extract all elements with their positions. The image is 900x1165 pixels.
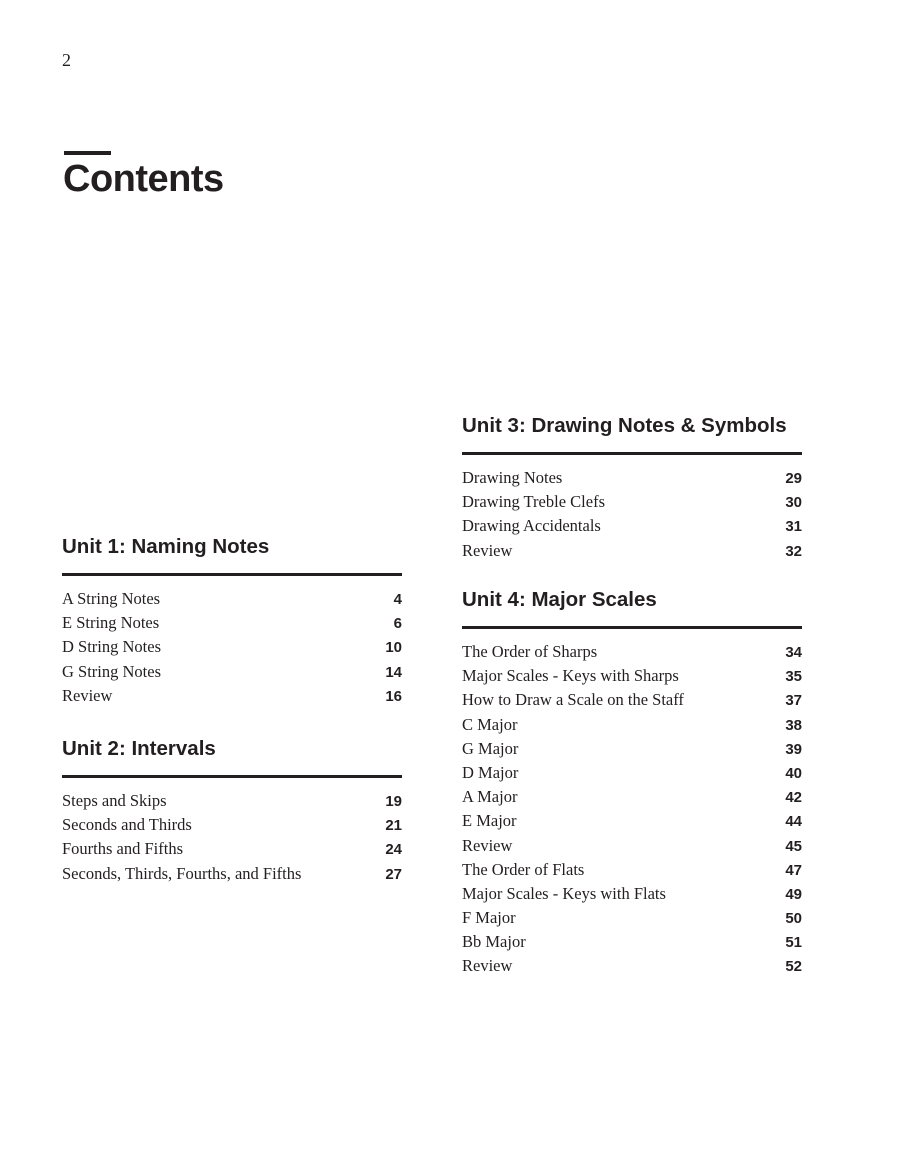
entry-title: G String Notes [62,661,161,681]
entry-title: G Major [462,738,519,758]
toc-entry [462,664,802,688]
entry-page-number: 10 [385,639,402,657]
toc-entry [462,466,802,490]
entry-page-number: 19 [385,793,402,810]
entry-title: Drawing Accidentals [462,516,601,536]
unit-heading: Unit 4: Major Scales [462,588,657,611]
unit-rule [62,573,402,576]
entry-page-number: 29 [785,470,802,487]
entry-page-number: 4 [393,591,402,608]
entry-title: Review [462,835,513,855]
entry-page-number: 50 [785,910,802,928]
entry-page-number: 30 [785,494,802,512]
entry-title: Major Scales - Keys with Flats [462,883,666,903]
toc-entry [62,635,402,659]
toc-entry [462,785,802,809]
toc-entry [462,490,802,514]
entry-title: Review [462,540,513,560]
entry-title: D Major [462,762,519,782]
toc-entry [462,539,802,563]
entry-list [62,587,402,708]
entry-page-number: 31 [785,518,802,536]
toc-entry [62,789,402,813]
entry-page-number: 6 [393,615,402,633]
unit-2-section [62,737,402,886]
entry-title: E String Notes [62,613,160,633]
unit-rule [462,452,802,455]
toc-entry [462,809,802,833]
entry-page-number: 40 [785,764,802,782]
unit-1-section [62,535,402,708]
toc-entry [462,858,802,882]
page-number: 2 [62,50,71,70]
entry-page-number: 52 [785,958,802,976]
entry-title: A String Notes [62,589,161,608]
entry-title: Review [62,685,113,705]
toc-entry [462,688,802,712]
entry-page-number: 51 [785,934,802,952]
entry-title: Fourths and Fifths [62,839,184,859]
toc-entry [62,813,402,837]
unit-rule [462,626,802,629]
toc-entry [62,684,402,708]
entry-list [462,640,802,979]
entry-list [462,466,802,563]
entry-page-number: 38 [785,716,802,734]
entry-page-number: 21 [385,817,402,835]
toc-entry [62,660,402,684]
entry-list [62,789,402,886]
entry-page-number: 44 [785,813,802,831]
toc-entry [462,640,802,664]
toc-entry [462,906,802,930]
entry-title: The Order of Flats [462,859,585,879]
entry-title: Major Scales - Keys with Sharps [462,666,679,686]
entry-page-number: 39 [785,740,802,758]
entry-title: Bb Major [462,932,526,952]
toc-entry [462,954,802,978]
entry-page-number: 34 [785,644,802,661]
toc-entry [462,834,802,858]
entry-title: F Major [462,908,516,928]
entry-page-number: 42 [785,789,802,807]
entry-page-number: 49 [785,885,802,903]
entry-title: Seconds and Thirds [62,815,192,835]
unit-heading: Unit 3: Drawing Notes & Symbols [462,414,787,437]
entry-page-number: 24 [385,841,402,859]
unit-heading: Unit 2: Intervals [62,737,216,760]
toc-entry [462,713,802,737]
entry-page-number: 45 [785,837,802,855]
entry-title: Steps and Skips [62,791,167,810]
toc-entry [462,882,802,906]
entry-page-number: 35 [785,668,802,686]
toc-entry [462,761,802,785]
toc-entry [62,862,402,886]
entry-title: A Major [462,787,518,807]
toc-entry [462,737,802,761]
entry-title: How to Draw a Scale on the Staff [462,690,684,710]
title-rule [64,151,111,155]
entry-title: C Major [462,714,518,734]
toc-entry [462,930,802,954]
entry-page-number: 27 [385,865,402,883]
entry-page-number: 14 [385,663,402,681]
entry-title: Review [462,956,513,976]
unit-4-section [462,588,802,979]
entry-title: Drawing Treble Clefs [462,492,605,512]
entry-title: The Order of Sharps [462,642,598,661]
unit-rule [62,775,402,778]
entry-title: D String Notes [62,637,161,657]
toc-entry [62,611,402,635]
entry-page-number: 32 [785,542,802,560]
entry-page-number: 37 [785,692,802,710]
toc-entry [462,514,802,538]
entry-page-number: 47 [785,861,802,879]
page-title: Contents [63,158,224,200]
entry-title: E Major [462,811,517,831]
toc-entry [62,837,402,861]
unit-3-section [462,414,802,563]
entry-title: Seconds, Thirds, Fourths, and Fifths [62,863,302,883]
entry-page-number: 16 [385,687,402,705]
unit-heading: Unit 1: Naming Notes [62,535,270,558]
entry-title: Drawing Notes [462,468,563,487]
toc-entry [62,587,402,611]
